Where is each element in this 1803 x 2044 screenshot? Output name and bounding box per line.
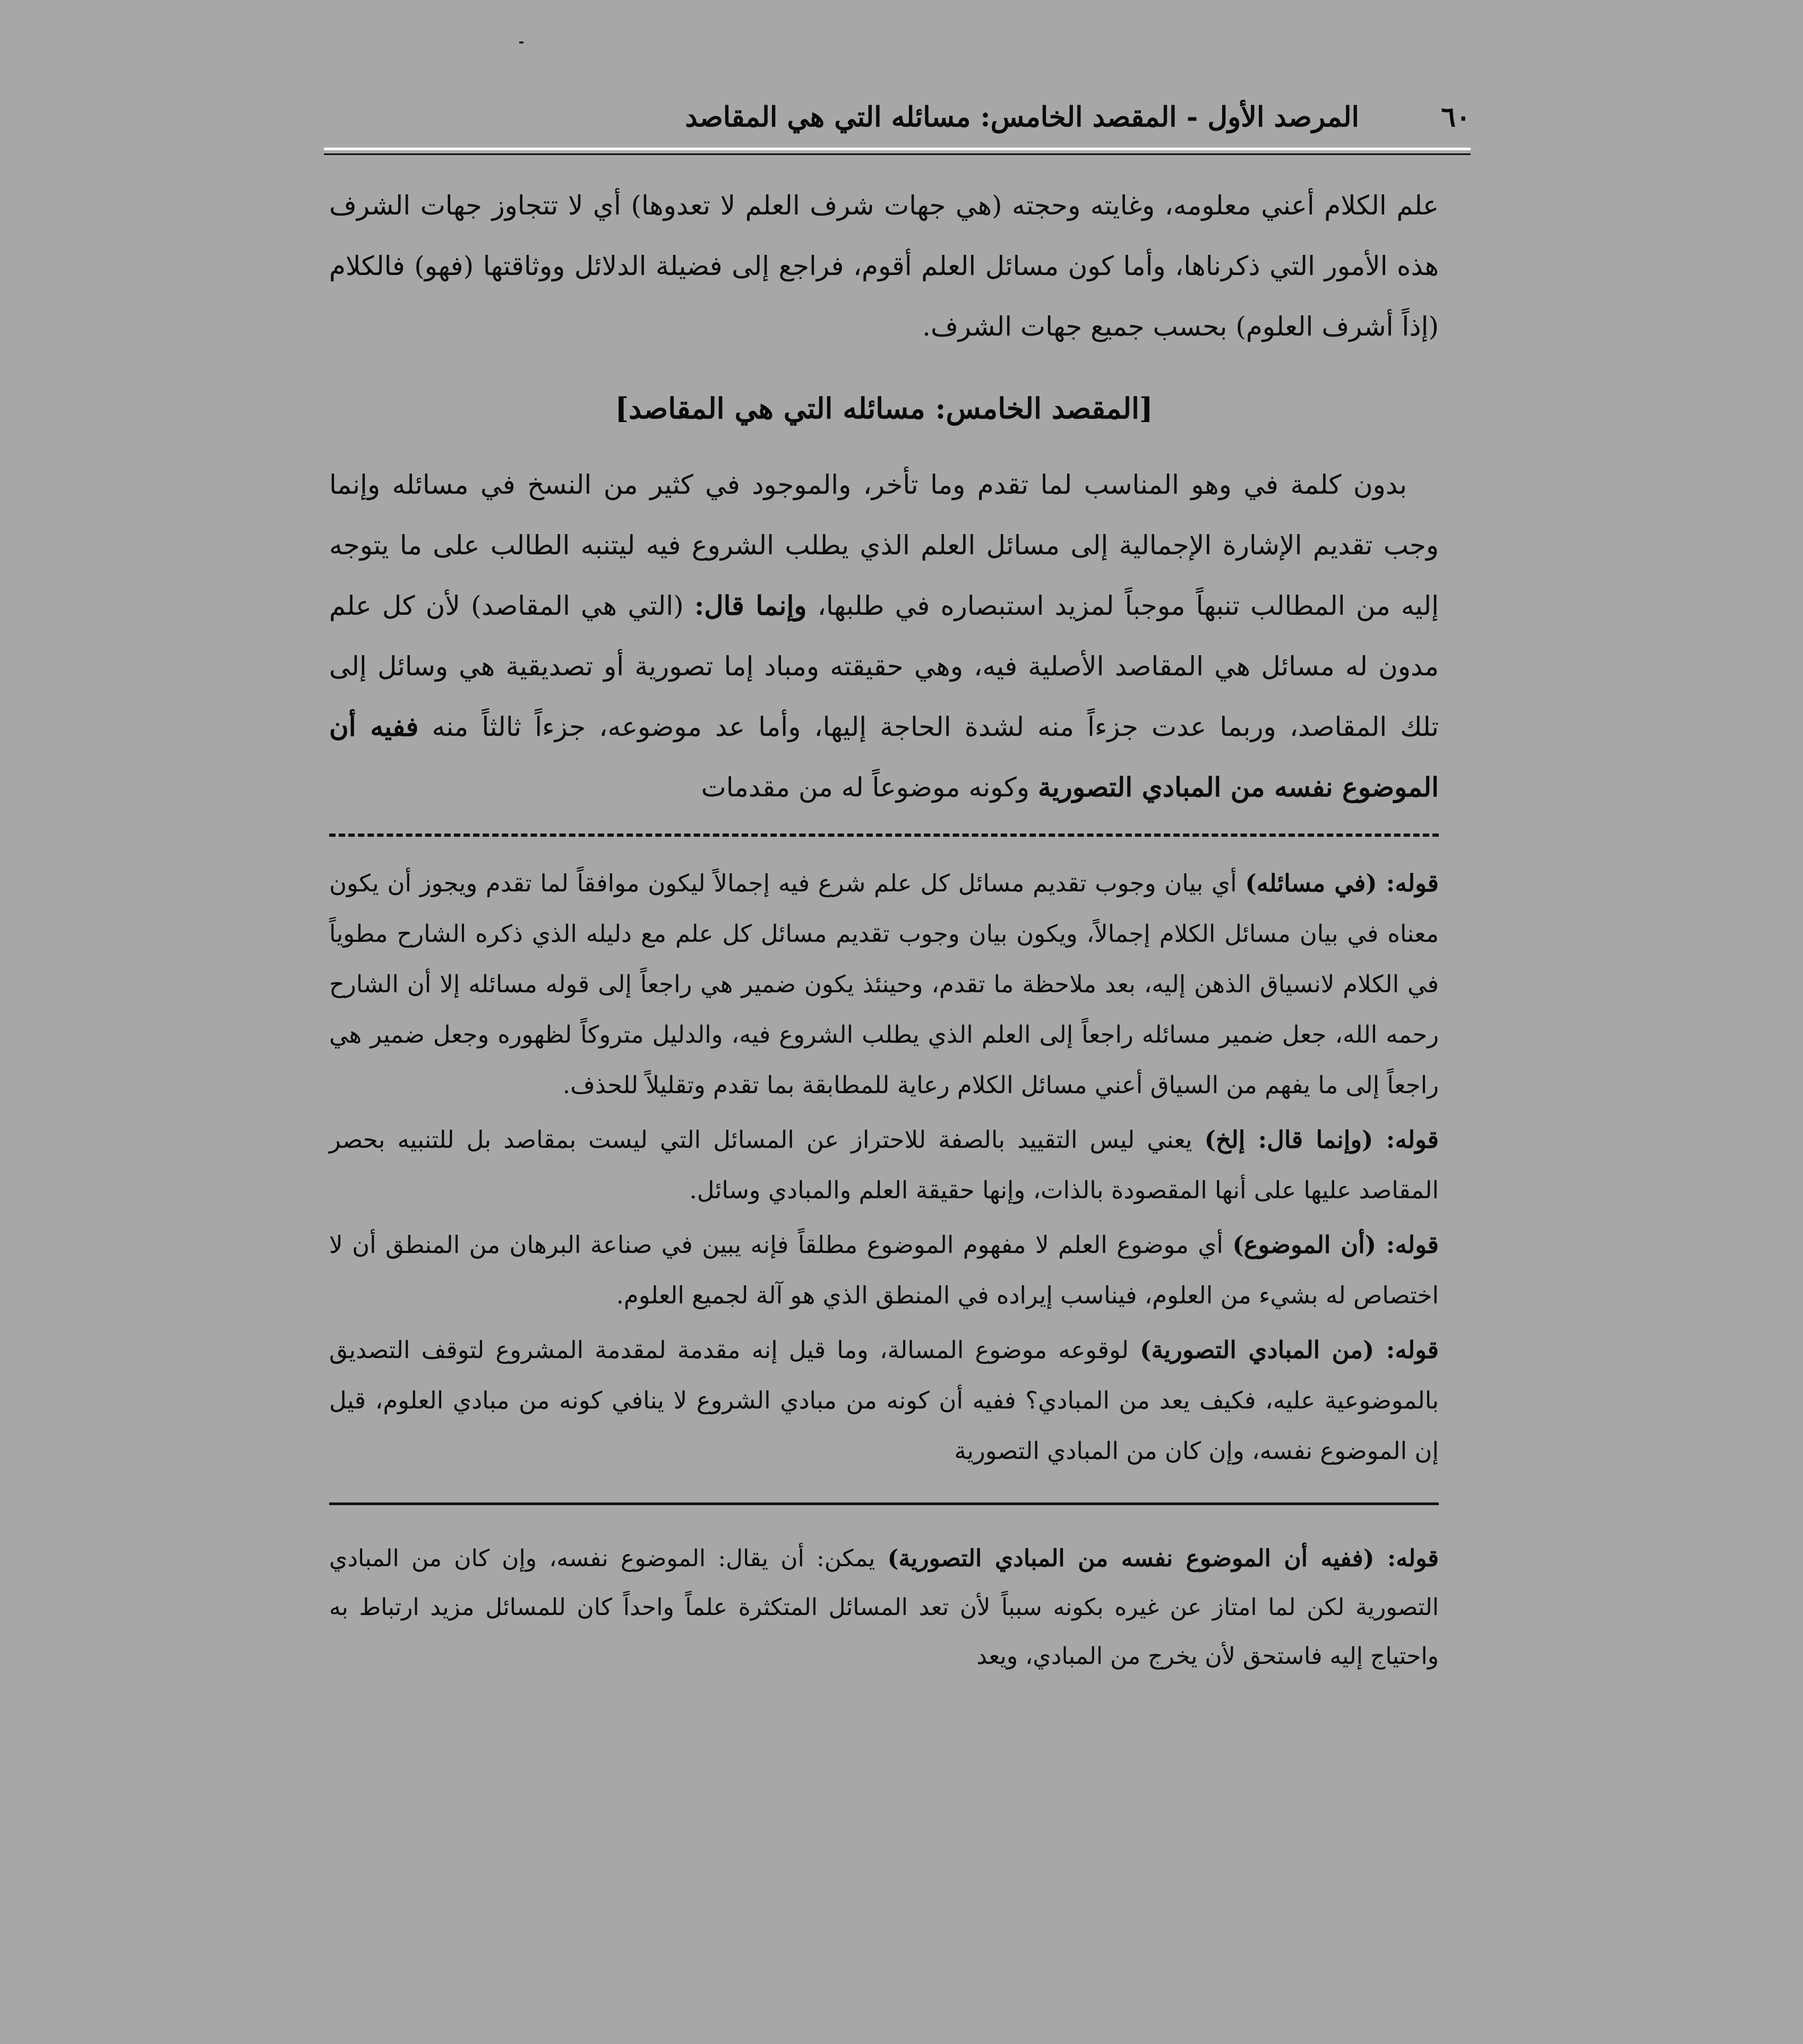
bold-phrase: ففيه أن الموضوع نفسه من المبادي التصورية (329, 711, 1439, 803)
footnote-section (329, 1534, 1439, 1681)
footnote-paragraph (329, 1534, 1439, 1681)
section-heading: [المقصد الخامس: مسائله التي هي المقاصد] (615, 391, 1153, 425)
commentary-paragraph (329, 1114, 1439, 1215)
commentary-paragraph (329, 1325, 1439, 1476)
page-header (329, 96, 1471, 154)
header-rule (324, 148, 1471, 155)
main-text-run: وكونه موضوعاً له من مقدمات (701, 772, 1029, 803)
footnote-lead: قوله: (ففيه أن الموضوع نفسه من المبادي التصورية) (887, 1545, 1439, 1572)
commentary-lead: قوله: (في مسائله) (1245, 869, 1439, 897)
main-paragraph: علم الكلام أعني معلومه، وغايته وحجته (هي جهات شرف العلم لا تعدوها) أي لا تتجاوز جهات الشرف هذه الأمور التي ذكرناها، وأما كون مسائل العلم أقوم، فراجع إلى فضيلة الدلائل ووثاقتها (فهو) فالكلام (إذاً أشرف العلوم) بحسب جميع جهات الشرف. (329, 190, 1439, 342)
commentary-separator (329, 834, 1439, 837)
commentary-text: أي موضوع العلم لا مفهوم الموضوع مطلقاً فإنه يبين في صناعة البرهان من المنطق أن لا اختصاص له بشيء من العلوم، فيناسب إيراده في المنطق الذي هو آلة لجميع العلوم. (329, 1231, 1439, 1309)
footnote-separator (329, 1502, 1439, 1505)
commentary-paragraph (329, 858, 1439, 1110)
running-title: المرصد الأول - المقصد الخامس: مسائله التي هي المقاصد (685, 101, 1359, 133)
main-paragraph (329, 454, 1439, 818)
commentary-lead: قوله: (من المبادي التصورية) (1140, 1336, 1439, 1364)
book-page (329, 96, 1471, 1681)
footnote-text: يمكن: أن يقال: الموضوع نفسه، وإن كان من المبادي التصورية لكن لما امتاز عن غيره بكونه سبباً لأن تعد المسائل المتكثرة علماً واحداً كان للمسائل مزيد ارتباط به واحتياج إليه فاستحق لأن يخرج من المبادي، ويعد (329, 1545, 1439, 1670)
commentary-lead: قوله: (وإنما قال: إلخ) (1204, 1126, 1439, 1154)
commentary-text: لوقوعه موضوع المسالة، وما قيل إنه مقدمة لمقدمة المشروع لتوقف التصديق بالموضوعية عليه، فكيف يعد من المبادي؟ ففيه أن كونه من مبادي الشروع لا ينافي كونه من مبادي العلوم، قيل إن الموضوع نفسه، وإن كان من المبادي التصورية (329, 1336, 1439, 1465)
commentary-lead: قوله: (أن الموضوع) (1232, 1231, 1439, 1259)
commentary-paragraph (329, 1219, 1439, 1320)
main-text (329, 175, 1439, 818)
main-text-run: (التي هي المقاصد) لأن كل علم مدون له مسائل هي المقاصد الأصلية فيه، وهي حقيقته ومباد إما تصورية أو تصديقية هي وسائل إلى تلك المقاصد، وربما عدت جزءاً منه لشدة الحاجة إليها، وأما عد موضوعه، جزءاً ثالثاً منه (329, 590, 1439, 742)
main-text-run: بدون كلمة في وهو المناسب لما تقدم وما تأخر، والموجود في كثير من النسخ في مسائله وإنما وجب تقديم الإشارة الإجمالية إلى مسائل العلم الذي يطلب الشروع فيه ليتنبه الطالب على ما يتوجه إليه من المطالب تنبهاً موجباً لمزيد استبصاره في طلبها، (329, 469, 1439, 621)
commentary-section (329, 858, 1439, 1476)
page-number: ٦٠ (1441, 101, 1471, 133)
scan-speck (519, 41, 523, 44)
bold-phrase: وإنما قال: (694, 590, 807, 621)
commentary-text: أي بيان وجوب تقديم مسائل كل علم شرع فيه إجمالاً ليكون موافقاً لما تقدم ويجوز أن يكون معناه في بيان مسائل الكلام إجمالاً، ويكون بيان وجوب تقديم مسائل كل علم مع دليله الذي ذكره الشارح مطوياً في الكلام لانسياق الذهن إليه، بعد ملاحظة ما تقدم، وحينئذ يكون ضمير هي راجعاً إلى قوله مسائله إلا أن الشارح رحمه الله، جعل ضمير مسائله راجعاً إلى العلم الذي يطلب الشروع فيه، والدليل متروكاً لظهوره وجعل ضمير هي راجعاً إلى ما يفهم من السياق أعني مسائل الكلام رعاية للمطابقة بما تقدم وتقليلاً للحذف. (329, 869, 1439, 1099)
commentary-text: يعني ليس التقييد بالصفة للاحتراز عن المسائل التي ليست بمقاصد بل للتنبيه بحصر المقاصد عليها على أنها المقصودة بالذات، وإنها حقيقة العلم والمبادي وسائل. (329, 1126, 1439, 1204)
